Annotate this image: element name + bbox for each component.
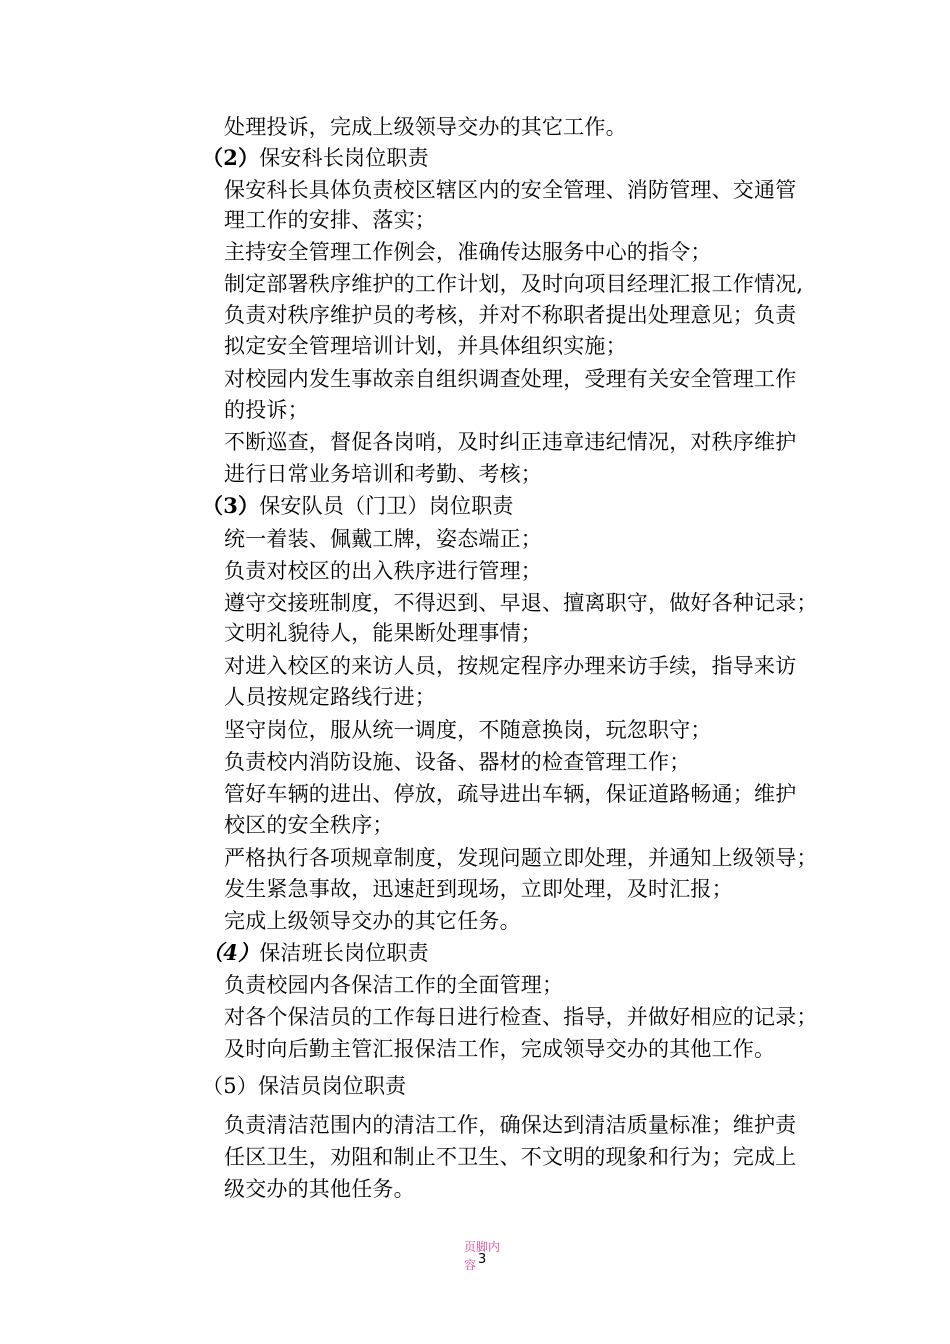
body-line: 的投诉； [224,398,309,422]
body-line: 处理投诉，完成上级领导交办的其它工作。 [224,115,627,139]
body-line: 完成上级领导交办的其它任务。 [224,909,521,933]
body-line: 文明礼貌待人，能果断处理事情； [224,621,542,645]
section-number: （2） [202,145,260,170]
body-line: 任区卫生，劝阻和制止不卫生、不文明的现象和行为；完成上 [224,1145,797,1169]
section-title: 保安队员（门卫）岗位职责 [259,494,514,518]
body-line: 对进入校区的来访人员，按规定程序办理来访手续，指导来访 [224,654,797,678]
body-line: 负责清洁范围内的清洁工作，确保达到清洁质量标准；维护责 [224,1113,797,1137]
body-line: 负责对校区的出入秩序进行管理； [224,559,542,583]
body-line: 拟定安全管理培训计划，并具体组织实施； [224,334,627,358]
body-line: 发生紧急事故，迅速赶到现场，立即处理，及时汇报； [224,877,733,901]
body-line: 进行日常业务培训和考勤、考核； [224,462,542,486]
section-heading-5 [202,1071,406,1101]
body-line: 不断巡查，督促各岗哨，及时纠正违章违纪情况，对秩序维护 [224,430,797,454]
body-line: 统一着装、佩戴工牌，姿态端正； [224,527,542,551]
section-heading-3 [202,491,514,521]
section-title: 保洁班长岗位职责 [259,941,429,965]
body-line: 校区的安全秩序； [224,813,394,837]
section-number: （4） [202,940,260,965]
page-number: 3 [478,1252,487,1267]
body-line: 对校园内发生事故亲自组织调查处理，受理有关安全管理工作 [224,367,797,391]
body-line: 级交办的其他任务。 [224,1177,415,1201]
body-line: 主持安全管理工作例会，准确传达服务中心的指令； [224,240,712,264]
section-number: （3） [202,493,260,518]
section-title: 保洁员岗位职责 [257,1074,407,1098]
body-line: 理工作的安排、落实； [224,208,436,232]
body-line: 对各个保洁员的工作每日进行检查、指导，并做好相应的记录； [224,1005,818,1029]
footer-label: 页脚内容 [464,1240,501,1272]
section-number: （5） [202,1074,258,1098]
body-line: 遵守交接班制度，不得迟到、早退、擅离职守，做好各种记录； [224,591,818,615]
body-line: 负责校园内各保洁工作的全面管理； [224,973,564,997]
section-title: 保安科长岗位职责 [259,146,429,170]
body-line: 保安科长具体负责校区辖区内的安全管理、消防管理、交通管 [224,178,797,202]
section-heading-4 [202,938,429,968]
body-line: 严格执行各项规章制度，发现问题立即处理，并通知上级领导； [224,846,818,870]
body-line: 管好车辆的进出、停放，疏导进出车辆，保证道路畅通；维护 [224,782,797,806]
body-line: 坚守岗位，服从统一调度，不随意换岗，玩忽职守； [224,718,712,742]
body-line: 人员按规定路线行进； [224,685,436,709]
body-line: 及时向后勤主管汇报保洁工作，完成领导交办的其他工作。 [224,1037,776,1061]
body-line: 负责对秩序维护员的考核，并对不称职者提出处理意见；负责 [224,303,797,327]
body-line: 负责校内消防设施、设备、器材的检查管理工作； [224,750,691,774]
section-heading-2 [202,143,429,173]
body-line: 制定部署秩序维护的工作计划，及时向项目经理汇报工作情况, [224,272,804,296]
